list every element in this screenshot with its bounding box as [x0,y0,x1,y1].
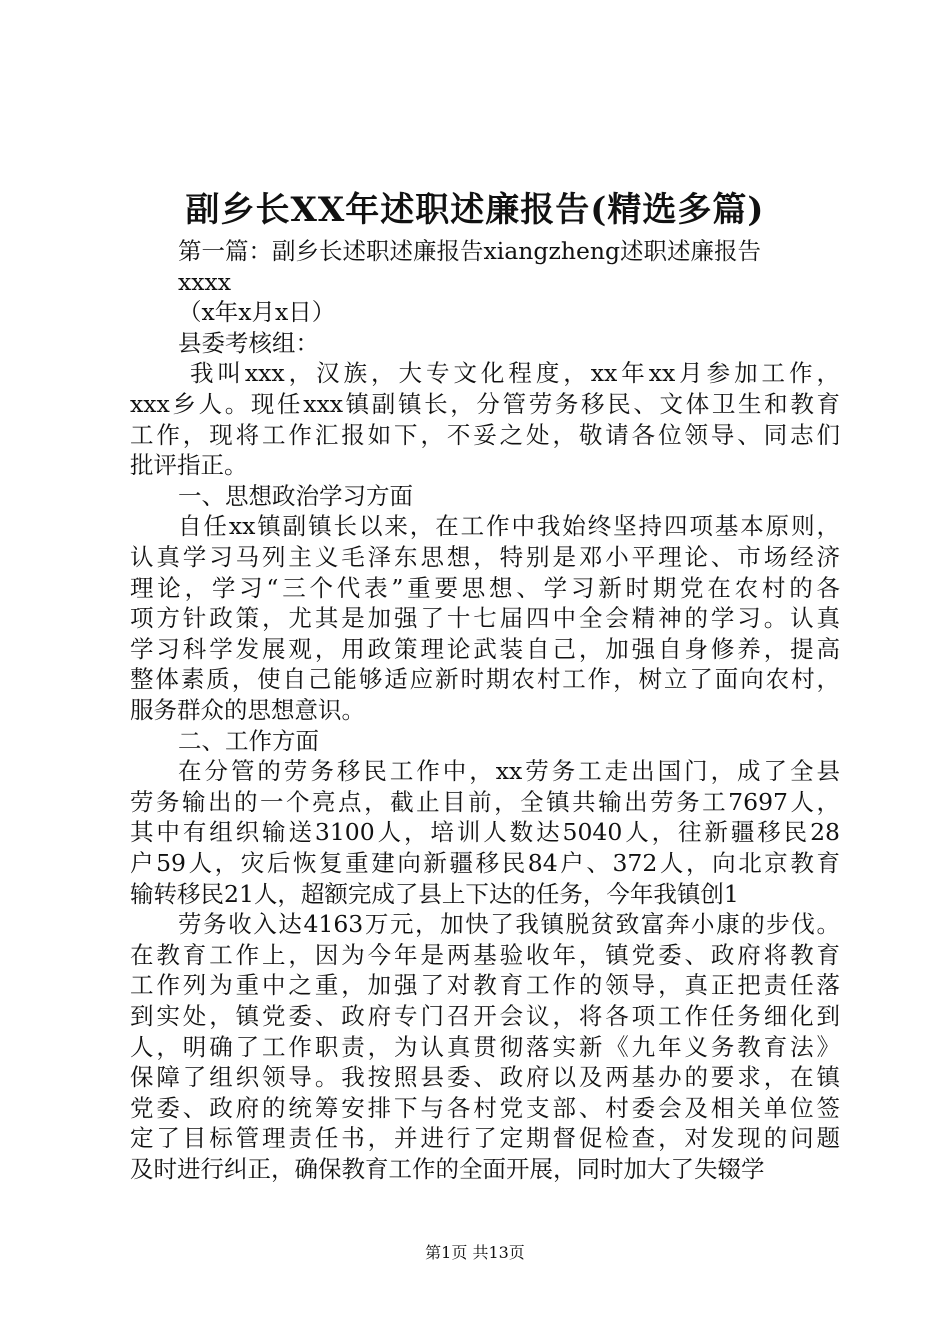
body-line: 定了目标管理责任书，并进行了定期督促检查，对发现的问题 [130,1124,840,1153]
section-heading-1: 第一篇：副乡长述职述廉报告xiangzheng述职述廉报告 [178,237,762,265]
body-line: 理论，学习“三个代表”重要思想、学习新时期党在农村的各 [130,573,840,602]
page-number: 第1页 共13页 [425,1243,525,1262]
body-line: 其中有组织输送3100人，培训人数达5040人，往新疆移民28 [130,818,840,847]
body-line: 认真学习马列主义毛泽东思想，特别是邓小平理论、市场经济 [130,543,840,571]
section-subheading: 二、工作方面 [178,726,319,755]
body-line: 项方针政策，尤其是加强了十七届四中全会精神的学习。认真 [130,604,840,633]
body-line: 到实处，镇党委、政府专门召开会议，将各项工作任务细化到 [130,1002,840,1030]
body-line: 批评指正。 [130,451,248,480]
body-line: 及时进行纠正，确保教育工作的全面开展，同时加大了失辍学 [130,1155,765,1183]
date-line: （x年x月x日） [178,298,336,327]
body-line: 学习科学发展观，用政策理论武装自己，加强自身修养，提高 [130,634,840,663]
body-line: 整体素质，使自己能够适应新时期农村工作，树立了面向农村， [130,665,840,694]
body-line: 人，明确了工作职责，为认真贯彻落实新《九年义务教育法》 [130,1032,840,1061]
body-line: 自任xx镇副镇长以来，在工作中我始终坚持四项基本原则， [178,512,840,541]
author-placeholder: xxxx [178,267,232,296]
body-line: 党委、政府的统筹安排下与各村党支部、村委会及相关单位签 [130,1093,840,1122]
body-line: 劳务输出的一个亮点，截止目前，全镇共输出劳务工7697人， [130,787,840,816]
section-subheading: 一、思想政治学习方面 [178,481,413,510]
body-line: xxx乡人。现任xxx镇副镇长，分管劳务移民、文体卫生和教育 [130,390,840,418]
body-line: 工作列为重中之重，加强了对教育工作的领导，真正把责任落 [130,971,840,1000]
body-line: 户59人，灾后恢复重建向新疆移民84户、372人，向北京教育 [130,849,840,877]
document-title: 副乡长XX年述职述廉报告(精选多篇) [185,190,765,230]
salutation: 县委考核组： [178,328,319,357]
body-line: 服务群众的思想意识。 [130,696,365,724]
body-line: 在分管的劳务移民工作中，xx劳务工走出国门，成了全县 [178,757,840,786]
body-line: 在教育工作上，因为今年是两基验收年，镇党委、政府将教育 [130,940,840,969]
body-line: 保障了组织领导。我按照县委、政府以及两基办的要求，在镇 [130,1063,840,1092]
body-line: 我叫xxx，汉族，大专文化程度，xx年xx月参加工作， [190,359,840,388]
body-line: 输转移民21人，超额完成了县上下达的任务，今年我镇创1 [130,879,739,908]
body-line: 工作，现将工作汇报如下，不妥之处，敬请各位领导、同志们 [130,420,840,449]
body-line: 劳务收入达4163万元，加快了我镇脱贫致富奔小康的步伐。 [178,910,840,939]
